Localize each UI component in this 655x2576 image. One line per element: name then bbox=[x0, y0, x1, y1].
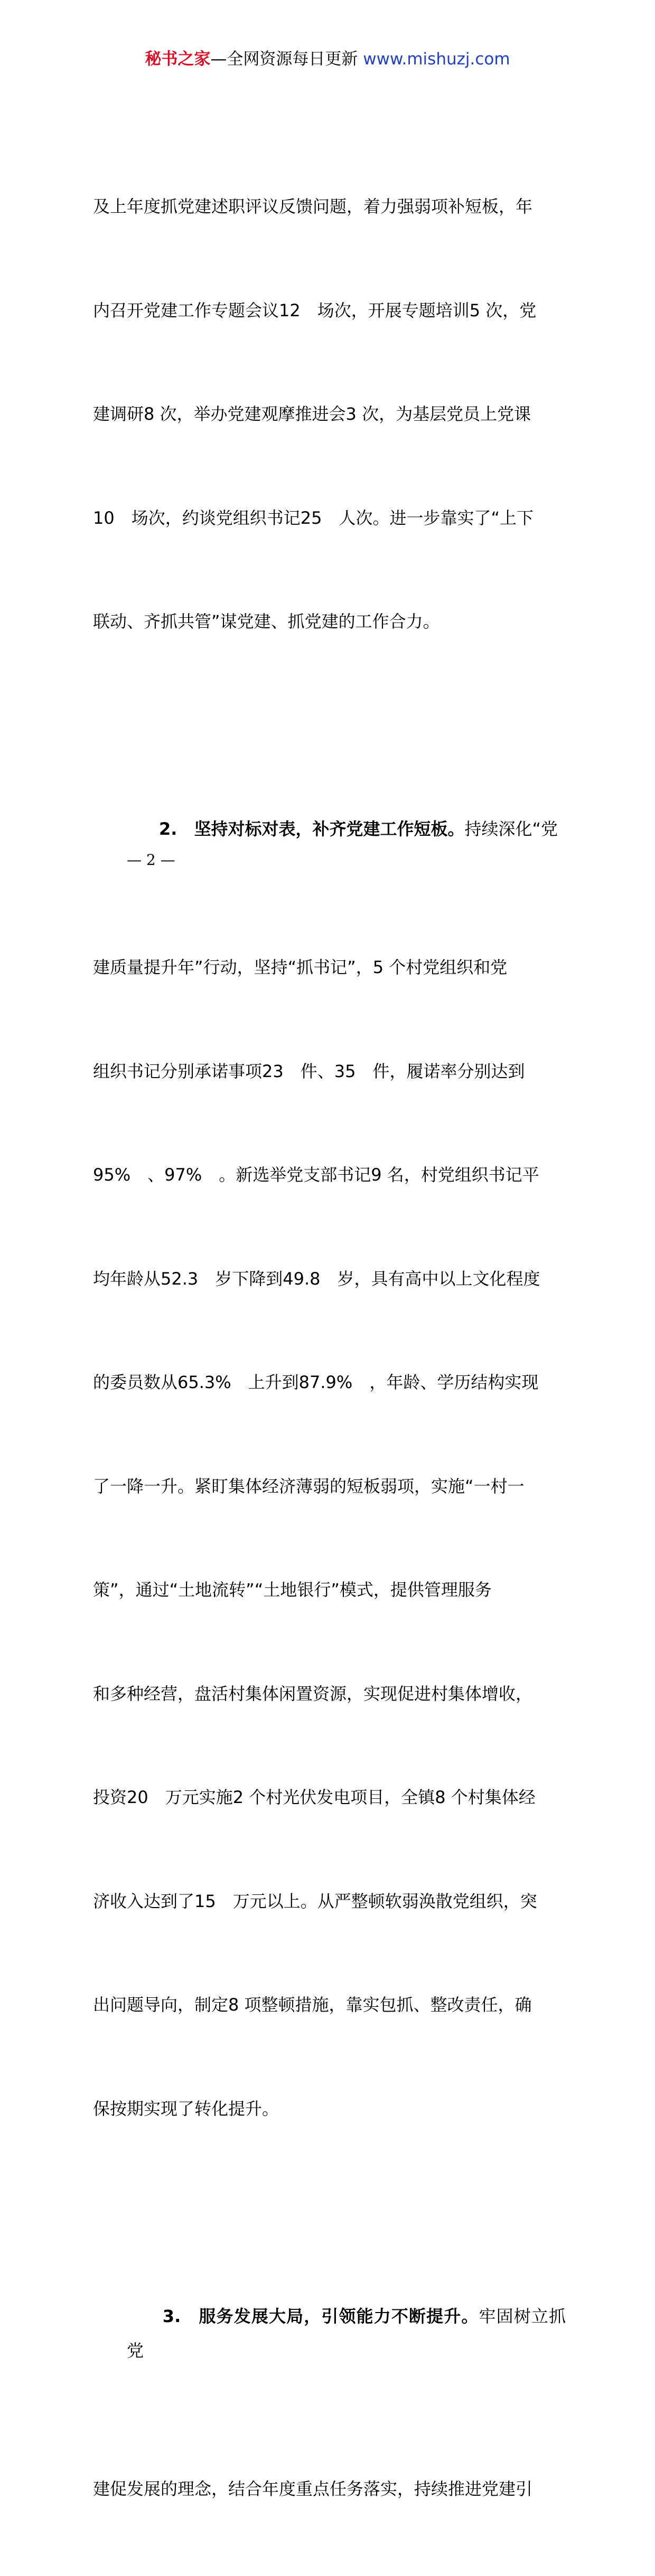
site-url-link[interactable]: www.mishuzj.com bbox=[363, 50, 510, 69]
brand-name: 秘书之家 bbox=[145, 50, 211, 69]
text-line: 建质量提升年”行动，坚持“抓书记”，5 个村党组织和党 bbox=[93, 957, 508, 977]
text-line: 内召开党建工作专题会议12 场次，开展专题培训5 次，党 bbox=[93, 300, 537, 320]
text-line: 及上年度抓党建述职评议反馈问题，着力强弱项补短板，年 bbox=[93, 196, 533, 216]
text-line: 95% 、97% 。新选举党支部书记9 名，村党组织书记平 bbox=[93, 1165, 539, 1185]
text-line: 10 场次，约谈党组织书记25 人次。进一步靠实了“上下 bbox=[93, 507, 534, 528]
text-line: 均年龄从52.3 岁下降到49.8 岁，具有高中以上文化程度 bbox=[93, 1268, 540, 1289]
text-line: 保按期实现了转化提升。 bbox=[93, 2098, 279, 2119]
text-line: 了一降一升。紧盯集体经济薄弱的短板弱项，实施“一村一 bbox=[93, 1476, 525, 1496]
header-tagline: —全网资源每日更新 bbox=[210, 50, 358, 69]
text-line: 和多种经营，盘活村集体闲置资源，实现促进村集体增收， bbox=[93, 1683, 533, 1704]
text-line bbox=[93, 2264, 566, 2403]
text-line: 的委员数从65.3% 上升到87.9% ，年龄、学历结构实现 bbox=[93, 1372, 539, 1392]
text-line: 策”，通过“土地流转”“土地银行”模式，提供管理服务 bbox=[93, 1580, 492, 1600]
section-heading-2: 2. 坚持对标对表，补齐党建工作短板。 bbox=[159, 819, 465, 839]
text-line: 投资20 万元实施2 个村光伏发电项目，全镇8 个村集体经 bbox=[93, 1787, 536, 1807]
paragraph-item-3 bbox=[93, 2195, 566, 2576]
text-line: 组织书记分别承诺事项23 件、35 件，履诺率分别达到 bbox=[93, 1061, 525, 1081]
section-heading-3: 3. 服务发展大局，引领能力不断提升。 bbox=[162, 2306, 479, 2326]
text-line: 建调研8 次，举办党建观摩推进会3 次，为基层党员上党课 bbox=[93, 404, 531, 424]
heading-continuation: 牢固树立抓党 bbox=[127, 2306, 566, 2361]
paragraph-item-2 bbox=[93, 709, 566, 2196]
text-line: 建促发展的理念，结合年度重点任务落实，持续推进党建引 bbox=[93, 2479, 533, 2499]
site-header bbox=[0, 49, 655, 70]
document-body bbox=[93, 120, 566, 2576]
text-line: 济收入达到了15 万元以上。从严整顿软弱涣散党组织，突 bbox=[93, 1891, 537, 1911]
paragraph-continued bbox=[93, 120, 566, 709]
text-line: 出问题导向，制定8 项整顿措施，靠实包抓、整改责任，确 bbox=[93, 1995, 532, 2015]
page-number: — 2 — bbox=[127, 851, 175, 869]
heading-continuation: 持续深化“党 bbox=[464, 819, 558, 839]
text-line: 联动、齐抓共管”谋党建、抓党建的工作合力。 bbox=[93, 611, 440, 631]
